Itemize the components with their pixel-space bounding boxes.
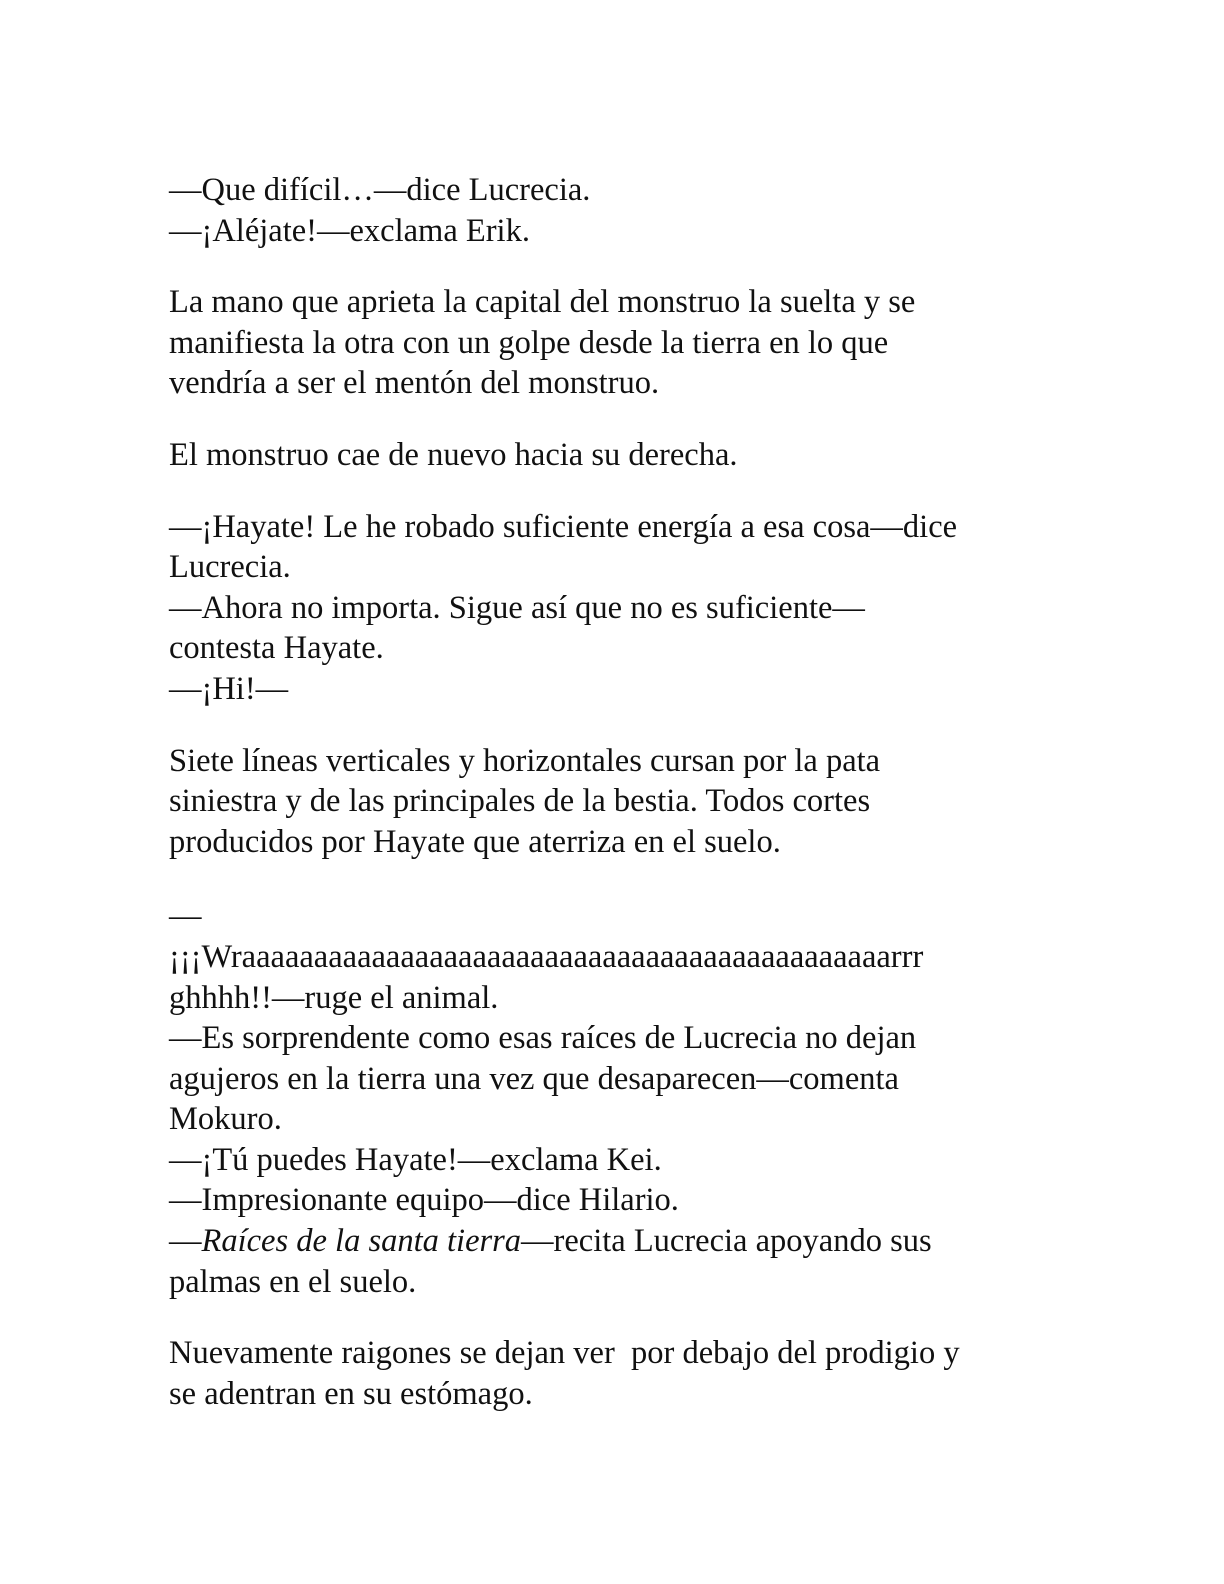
recite-dash: — <box>169 1223 202 1260</box>
text-line: palmas en el suelo. <box>169 1263 417 1300</box>
paragraph-dialogue-2 <box>169 507 1049 710</box>
text-line: El monstruo cae de nuevo hacia su derecha. <box>169 436 738 473</box>
paragraph-dialogue-1 <box>169 170 1049 251</box>
paragraph-narration-3 <box>169 741 1049 863</box>
text-line: —¡Hi!— <box>169 670 289 707</box>
text-line: se adentran en su estómago. <box>169 1375 533 1412</box>
text-line: agujeros en la tierra una vez que desaparecen—comenta <box>169 1060 899 1097</box>
paragraph-spacer <box>169 710 1049 741</box>
recite-rest: —recita Lucrecia apoyando sus <box>521 1223 932 1260</box>
text-line: manifiesta la otra con un golpe desde la tierra en lo que <box>169 324 889 361</box>
text-line: — <box>169 898 202 935</box>
paragraph-dialogue-3 <box>169 896 1049 1302</box>
paragraph-spacer <box>169 251 1049 282</box>
recite-line <box>169 1221 1049 1262</box>
paragraph-spacer <box>169 862 1049 896</box>
text-line: —¡Aléjate!—exclama Erik. <box>169 212 530 249</box>
text-line: ¡¡¡Wraaaaaaaaaaaaaaaaaaaaaaaaaaaaaaaaaaaaaaaaaaaaarrr <box>169 938 924 975</box>
paragraph-narration-4 <box>169 1333 1049 1414</box>
text-line: producidos por Hayate que aterriza en el suelo. <box>169 823 781 860</box>
text-line: Siete líneas verticales y horizontales cursan por la pata <box>169 742 881 779</box>
text-line: Mokuro. <box>169 1101 282 1138</box>
text-line: ghhhh!!—ruge el animal. <box>169 979 499 1016</box>
text-line: —Impresionante equipo—dice Hilario. <box>169 1182 679 1219</box>
text-line: Nuevamente raigones se dejan ver por debajo del prodigio y <box>169 1335 960 1372</box>
text-line: contesta Hayate. <box>169 630 384 667</box>
text-line: —Es sorprendente como esas raíces de Lucrecia no dejan <box>169 1020 917 1057</box>
text-line: —Ahora no importa. Sigue así que no es suficiente— <box>169 589 865 626</box>
paragraph-spacer <box>169 1302 1049 1333</box>
text-line: —¡Tú puedes Hayate!—exclama Kei. <box>169 1141 662 1178</box>
paragraph-narration-2 <box>169 435 1049 476</box>
text-line: vendría a ser el mentón del monstruo. <box>169 365 660 402</box>
recite-italic-text: Raíces de la santa tierra <box>201 1223 522 1260</box>
paragraph-spacer <box>169 404 1049 435</box>
text-line: siniestra y de las principales de la bestia. Todos cortes <box>169 783 871 820</box>
paragraph-narration-1 <box>169 282 1049 404</box>
text-line: La mano que aprieta la capital del monstruo la suelta y se <box>169 284 916 321</box>
paragraph-spacer <box>169 476 1049 507</box>
text-line: —Que difícil…—dice Lucrecia. <box>169 172 591 208</box>
text-line: Lucrecia. <box>169 549 291 586</box>
body-text <box>169 170 1049 1414</box>
text-line: —¡Hayate! Le he robado suficiente energía a esa cosa—dice <box>169 508 958 545</box>
